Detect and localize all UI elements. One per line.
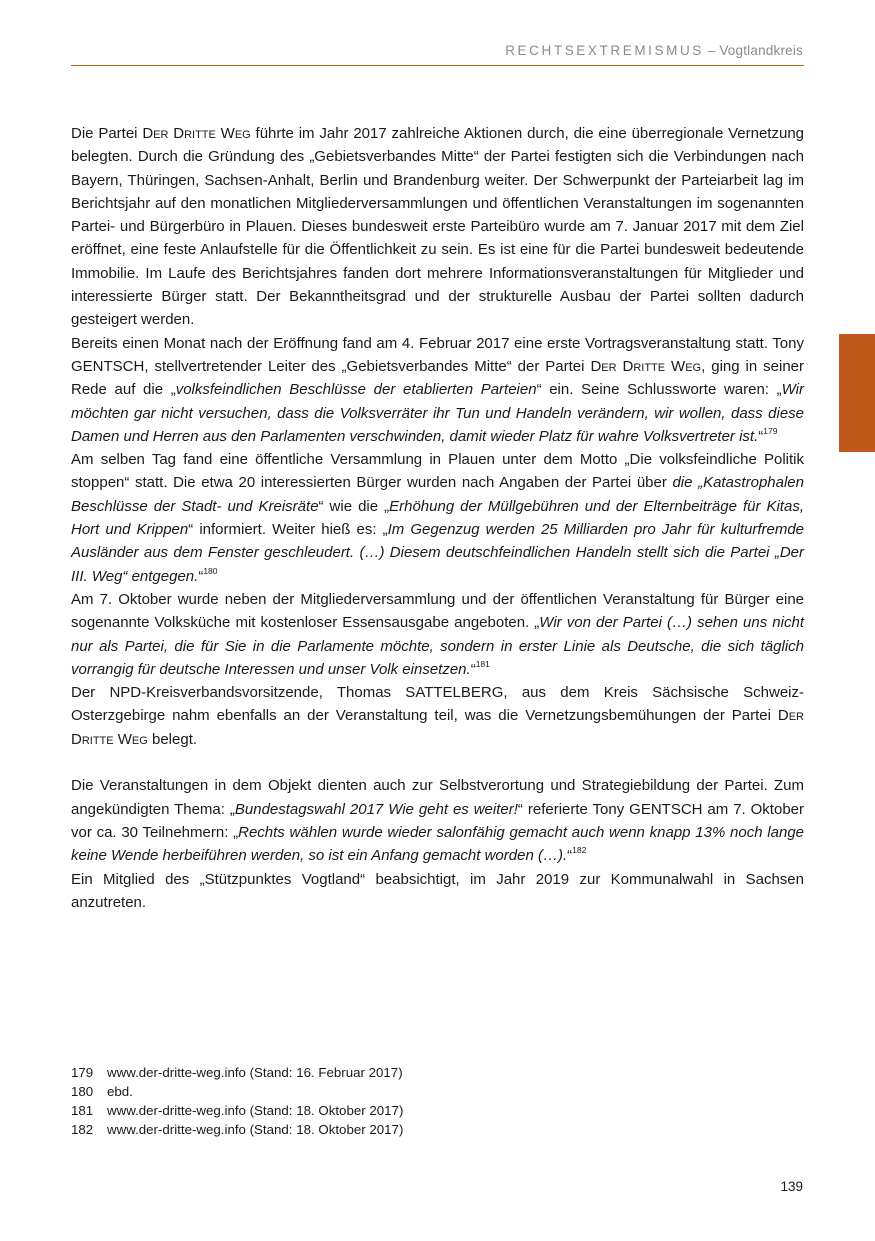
footnote: 182 www.der-dritte-weg.info (Stand: 18. Oktober 2017) — [71, 1122, 404, 1137]
header-rule — [71, 65, 804, 66]
paragraph-5: Der NPD-Kreisverbandsvorsitzende, Thomas SATTELBERG, aus dem Kreis Sächsische Schweiz-Osterzgebirge nahm ebenfalls an der Veranstaltung teil, was die Vernetzungsbemühungen der Partei Der Dritte Weg belegt. — [71, 684, 805, 748]
party-name: Der Dritte Weg — [71, 707, 805, 748]
party-name: Der Dritte Weg — [142, 125, 251, 142]
running-header — [71, 43, 803, 58]
paragraph-2: Bereits einen Monat nach der Eröffnung fand am 4. Februar 2017 eine erste Vortragsveranstaltung statt. Tony GENTSCH, stellvertretender Leiter des „Gebietsverbandes Mitte“ der Partei Der Dritte Weg, ging in seiner Rede auf die „volksfeindlichen Beschlüsse der etablierten Parteien“ ein. Seine Schlussworte waren: „Wir möchten gar nicht versuchen, dass die Volksverräter ihr Tun und Handeln verändern, wir wollen, dass diese Damen und Herren aus den Parlamenten verschwinden, damit wieder Platz für wahre Volksvertreter ist.“$^{179}$ — [71, 334, 805, 445]
header-category: RECHTSEXTREMISMUS — [505, 43, 704, 58]
paragraph-7: Ein Mitglied des „Stützpunktes Vogtland“ beabsichtigt, im Jahr 2019 zur Kommunalwahl in Sachsen anzutreten. — [71, 870, 804, 911]
paragraph-3: Am selben Tag fand eine öffentliche Versammlung in Plauen unter dem Motto „Die volksfeindliche Politik stoppen“ statt. Die etwa 20 interessierten Bürger wurden nach Angaben der Partei über die „Katastrophalen Beschlüsse der Stadt- und Kreisräte“ wie die „Erhöhung der Müllgebühren und der Elternbeiträge für Kitas, Hort und Krippen“ informiert. Weiter hieß es: „Im Gegenzug werden 25 Milliarden pro Jahr für kulturfremde Ausländer aus dem Fenster geschleudert. (…) Diesem deutschfeindlichen Handeln stellt sich die Partei „Der III. Weg“ entgegen.“$^{180}$ — [71, 451, 805, 585]
footnote-ref: 182 — [572, 845, 587, 856]
party-name: Der Dritte Weg — [590, 357, 702, 375]
footnote-ref: 181 — [475, 658, 490, 669]
footnote: 180 ebd. — [71, 1084, 133, 1099]
footnote-ref: 179 — [763, 425, 778, 436]
footnote: 179 www.der-dritte-weg.info (Stand: 16. Februar 2017) — [71, 1065, 403, 1080]
header-region: – Vogtlandkreis — [707, 43, 803, 58]
footnote-ref: 180 — [203, 565, 218, 576]
footnote: 181 www.der-dritte-weg.info (Stand: 18. Oktober 2017) — [71, 1103, 404, 1118]
chapter-tab — [839, 334, 875, 452]
paragraph-6: Die Veranstaltungen in dem Objekt dienten auch zur Selbstverortung und Strategiebildung der Partei. Zum angekündigten Thema: „Bundestagswahl 2017 Wie geht es weiter!“ referierte Tony GENTSCH am 7. Oktober vor ca. 30 Teilnehmern: „Rechts wählen wurde wieder salonfähig gemacht auch wenn knapp 13% noch lange keine Wende herbeiführen werden, so ist ein Anfang gemacht worden (…).“$^{182}$ — [71, 777, 804, 865]
footnotes — [71, 1063, 671, 1139]
paragraph-1: Die Partei Der Dritte Weg führte im Jahr 2017 zahlreiche Aktionen durch, die eine überregionale Vernetzung belegten. Durch die Gründung des „Gebietsverbandes Mitte“ der Partei festigten sich die Verbindungen nach Bayern, Thüringen, Sachsen-Anhalt, Berlin und Brandenburg weiter. Der Schwerpunkt der Parteiarbeit lag im Berichtsjahr auf den monatlichen Mitgliederversammlungen und öffentlichen Veranstaltungen im sogenannten Partei- und Bürgerbüro in Plauen. Dieses bundesweit erste Parteibüro wurde am 7. Januar 2017 mit dem Ziel eröffnet, eine feste Anlaufstelle für die Öffentlichkeit zu sein. Es ist eine für die Partei bundesweit bedeutende Immobilie. Im Laufe des Berichtsjahres fanden dort mehrere Informationsveranstaltungen für Mitglieder und interessierte Bürger statt. Der Bekanntheitsgrad und der strukturelle Ausbau der Partei sollten dadurch gesteigert werden. — [71, 125, 805, 329]
page-number: 139 — [780, 1179, 803, 1194]
paragraph-4: Am 7. Oktober wurde neben der Mitgliederversammlung und der öffentlichen Veranstaltung für Bürger eine sogenannte Volksküche mit kostenloser Essensausgabe angeboten. „Wir von der Partei (…) sehen uns nicht nur als Partei, die für Sie in die Parlamente möchte, sondern in erster Linie als Deutsche, die sich täglich vorrangig für deutsche Interessen und unser Volk einsetzen.“$^{181}$ — [71, 590, 804, 678]
main-text — [71, 122, 804, 914]
